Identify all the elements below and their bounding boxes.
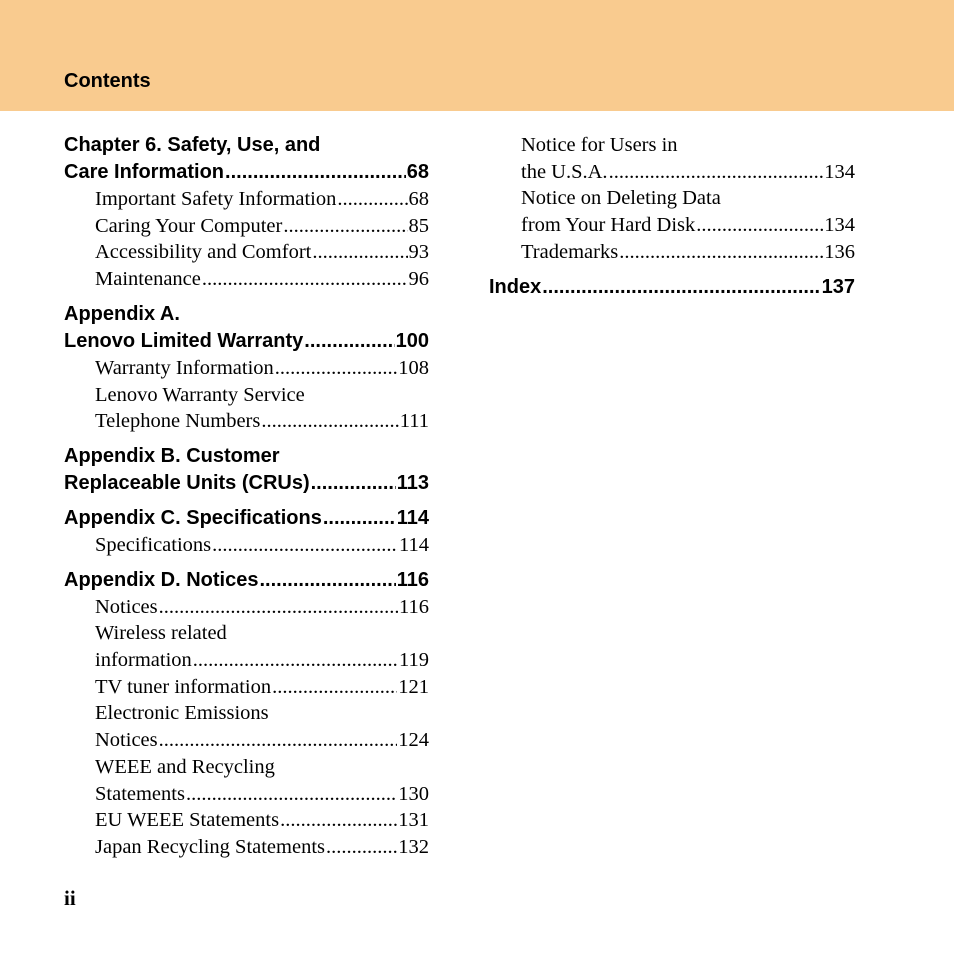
dot-leader	[312, 239, 407, 266]
dot-leader	[272, 674, 397, 701]
toc-entry-page-number: 130	[398, 782, 429, 805]
dot-leader	[326, 834, 397, 861]
toc-section-entry[interactable]	[64, 266, 429, 293]
toc-entry-page-number: 68	[406, 161, 429, 183]
toc-entry-page-number: 134	[824, 214, 855, 237]
toc-entry-row	[95, 186, 429, 213]
toc-entry-label: Japan Recycling Statements	[95, 835, 325, 858]
toc-entry-label: TV tuner information	[95, 675, 272, 698]
toc-entry-page-number: 113	[396, 471, 429, 494]
toc-entry-label: Lenovo Limited Warranty	[64, 329, 304, 352]
toc-entry-row	[64, 159, 429, 186]
toc-entry-page-number: 132	[398, 835, 429, 858]
toc-entry-page-number: 124	[398, 729, 429, 752]
toc-entry-title-line: Wireless related	[95, 622, 227, 645]
toc-entry-row	[521, 212, 855, 239]
toc-entry-row	[95, 781, 429, 808]
toc-entry-label: Appendix C. Specifications	[64, 506, 322, 529]
toc-entry-page-number: 119	[399, 649, 429, 672]
toc-entry-page-number: 116	[396, 568, 429, 591]
toc-entry-row	[64, 567, 429, 594]
toc-chapter-entry[interactable]	[64, 132, 429, 186]
toc-entry-label: Care Information	[64, 161, 225, 183]
dot-leader	[193, 647, 398, 674]
toc-entry-label: Caring Your Computer	[95, 214, 283, 237]
dot-leader	[225, 159, 406, 186]
toc-entry-page-number: 85	[408, 214, 429, 237]
toc-entry-label: Important Safety Information	[95, 188, 337, 210]
toc-entry-title-line: Notice on Deleting Data	[521, 187, 721, 210]
toc-entry-page-number: 131	[398, 809, 429, 832]
toc-entry-label: Maintenance	[95, 268, 201, 291]
dot-leader	[619, 239, 823, 266]
toc-entry-row	[95, 408, 429, 435]
toc-entry-row	[95, 727, 429, 754]
toc-entry-label: from Your Hard Disk	[521, 214, 696, 237]
toc-entry-title-line: Lenovo Warranty Service	[95, 383, 305, 406]
dot-leader	[542, 274, 820, 301]
toc-entry-title-line: Appendix B. Customer	[64, 444, 280, 467]
toc-entry-page-number: 114	[396, 506, 429, 529]
toc-entry-label: Statements	[95, 782, 185, 805]
toc-left-column	[64, 132, 429, 861]
dot-leader	[212, 532, 398, 559]
page-header	[0, 0, 954, 111]
toc-entry-label: Replaceable Units (CRUs)	[64, 471, 310, 494]
toc-section-entry[interactable]	[64, 807, 429, 834]
toc-entry-page-number: 114	[399, 533, 429, 556]
dot-leader	[696, 212, 823, 239]
dot-leader	[275, 355, 397, 382]
toc-entry-title-line: Appendix A.	[64, 302, 180, 325]
toc-entry-row	[95, 647, 429, 674]
toc-section-entry[interactable]	[64, 620, 429, 673]
toc-entry-row	[95, 834, 429, 861]
dot-leader	[337, 186, 407, 213]
toc-entry-row	[95, 239, 429, 266]
toc-entry-label: EU WEEE Statements	[95, 809, 280, 832]
toc-entry-page-number: 108	[398, 356, 429, 379]
toc-entry-row	[95, 807, 429, 834]
dot-leader	[159, 727, 398, 754]
toc-entry-label: Trademarks	[521, 240, 619, 263]
toc-entry-label: the U.S.A.	[521, 160, 608, 183]
toc-chapter-entry[interactable]	[64, 301, 429, 355]
toc-entry-label: information	[95, 649, 192, 672]
toc-entry-label: Index	[489, 275, 542, 298]
toc-section-entry[interactable]	[64, 239, 429, 266]
dot-leader	[323, 505, 396, 532]
toc-entry-row	[64, 470, 429, 497]
toc-entry-row	[95, 532, 429, 559]
toc-entry-label: Telephone Numbers	[95, 410, 261, 433]
toc-entry-title-line: Chapter 6. Safety, Use, and	[64, 134, 321, 156]
toc-entry-row	[95, 594, 429, 621]
toc-entry-page-number: 136	[824, 240, 855, 263]
toc-section-entry[interactable]	[64, 382, 429, 435]
dot-leader	[304, 328, 394, 355]
toc-entry-label: Accessibility and Comfort	[95, 241, 312, 264]
toc-entry-row	[95, 266, 429, 293]
toc-entry-row	[489, 274, 855, 301]
dot-leader	[159, 594, 398, 621]
toc-section-entry[interactable]	[64, 834, 429, 861]
toc-entry-page-number: 134	[824, 160, 855, 183]
toc-entry-row	[64, 328, 429, 355]
toc-chapter-entry[interactable]	[64, 567, 429, 594]
toc-entry-page-number: 116	[399, 595, 429, 618]
toc-section-entry[interactable]	[64, 594, 429, 621]
dot-leader	[283, 213, 407, 240]
toc-entry-page-number: 68	[408, 188, 429, 210]
toc-entry-row	[95, 213, 429, 240]
toc-section-entry[interactable]	[64, 754, 429, 807]
toc-chapter-entry[interactable]	[64, 505, 429, 532]
toc-section-entry[interactable]	[489, 132, 855, 185]
dot-leader	[311, 470, 396, 497]
toc-entry-page-number: 96	[408, 268, 429, 291]
toc-entry-label: Appendix D. Notices	[64, 568, 259, 591]
toc-entry-title-line: Electronic Emissions	[95, 702, 269, 725]
toc-entry-page-number: 93	[408, 241, 429, 264]
toc-entry-title-line: WEEE and Recycling	[95, 755, 275, 778]
toc-entry-page-number: 100	[395, 329, 429, 352]
toc-chapter-entry[interactable]	[489, 274, 855, 301]
toc-entry-page-number: 121	[398, 675, 429, 698]
toc-section-entry[interactable]	[64, 532, 429, 559]
dot-leader	[280, 807, 397, 834]
dot-leader	[609, 159, 824, 186]
toc-entry-label: Notices	[95, 595, 158, 618]
dot-leader	[259, 567, 395, 594]
toc-section-entry[interactable]	[64, 355, 429, 382]
toc-entry-row	[521, 159, 855, 186]
toc-section-entry[interactable]	[489, 185, 855, 238]
toc-section-entry[interactable]	[489, 239, 855, 266]
toc-entry-row	[64, 505, 429, 532]
toc-section-entry[interactable]	[64, 674, 429, 701]
dot-leader	[186, 781, 397, 808]
toc-entry-title-line: Notice for Users in	[521, 134, 678, 156]
toc-entry-page-number: 137	[821, 275, 855, 298]
toc-entry-label: Specifications	[95, 533, 212, 556]
toc-entry-page-number: 111	[399, 410, 429, 433]
toc-right-column	[489, 132, 855, 301]
toc-entry-label: Warranty Information	[95, 356, 274, 379]
toc-section-entry[interactable]	[64, 213, 429, 240]
toc-section-entry[interactable]	[64, 700, 429, 753]
toc-entry-row	[95, 355, 429, 382]
toc-entry-row	[95, 674, 429, 701]
dot-leader	[261, 408, 398, 435]
page-number: ii	[64, 886, 76, 910]
toc-chapter-entry[interactable]	[64, 443, 429, 497]
header-title: Contents	[64, 70, 151, 92]
toc-entry-row	[521, 239, 855, 266]
toc-section-entry[interactable]	[64, 186, 429, 213]
toc-entry-label: Notices	[95, 729, 158, 752]
dot-leader	[202, 266, 408, 293]
